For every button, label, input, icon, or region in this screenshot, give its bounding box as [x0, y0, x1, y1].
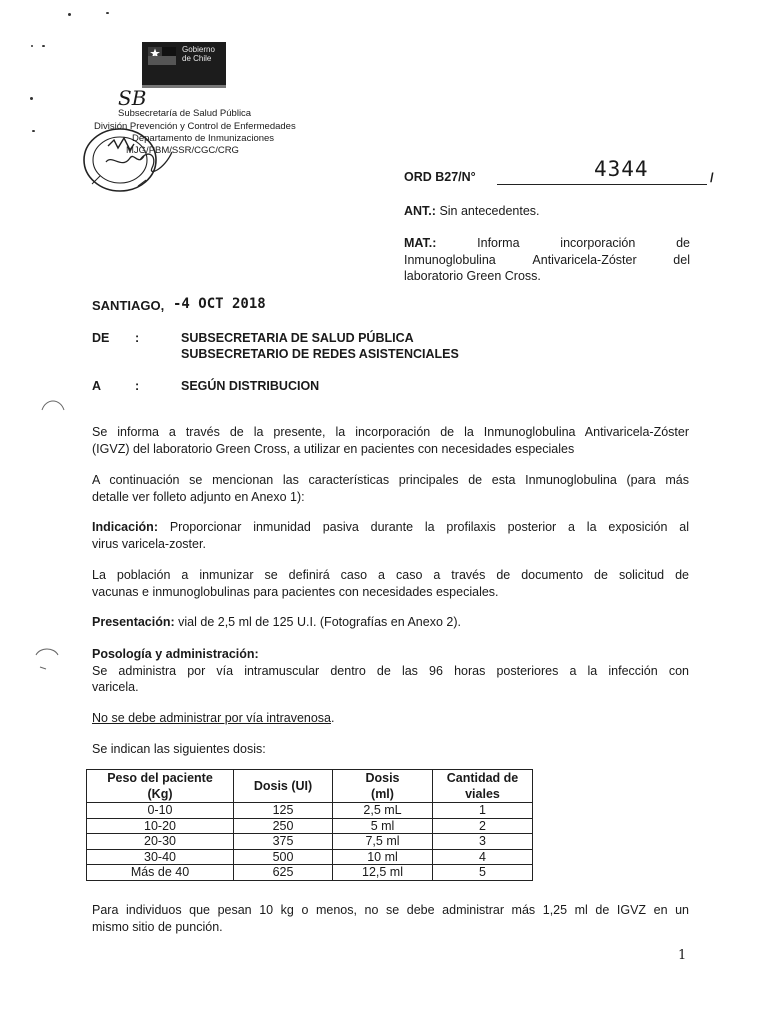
punch-hole-mark	[34, 645, 60, 671]
table-cell: 30-40	[87, 849, 234, 865]
de-colon: :	[135, 331, 140, 345]
indicacion-text: Proporcionar inmunidad pasiva durante la profilaxis posterior a la exposición al	[169, 520, 689, 534]
mat-word: Inmunoglobulina	[404, 253, 496, 267]
mat-label: MAT.:	[404, 236, 437, 250]
de-line-1: SUBSECRETARIA DE SALUD PÚBLICA	[181, 331, 414, 345]
table-cell: 12,5 ml	[333, 865, 433, 881]
mat-line-1	[404, 235, 690, 252]
header-line: Cantidad de	[446, 771, 519, 785]
ord-label: ORD B27/N°	[404, 170, 476, 184]
a-colon: :	[135, 379, 140, 393]
scan-speck	[42, 45, 45, 47]
table-row	[87, 834, 533, 850]
de-label: DE	[92, 331, 110, 345]
table-cell: 250	[234, 818, 333, 834]
table-header-cell	[234, 770, 333, 803]
ord-number: 4344	[594, 157, 649, 181]
table-header-cell	[87, 770, 234, 803]
presentacion-text: vial de 2,5 ml de 125 U.I. (Fotografías en Anexo 2).	[178, 615, 461, 629]
table-cell: 10 ml	[333, 849, 433, 865]
org-line-2: División Prevención y Control de Enfermedades	[94, 121, 296, 132]
header-line: Dosis (UI)	[253, 779, 313, 793]
scan-speck	[31, 45, 33, 47]
scan-speck	[30, 97, 33, 100]
page-number: 1	[678, 948, 687, 963]
poblacion-line-2: vacunas e inmunoglobulinas para pacientes con necesidades especiales.	[92, 584, 499, 599]
presentacion-label: Presentación:	[92, 615, 175, 629]
table-cell: 1	[433, 803, 533, 819]
table-cell: 4	[433, 849, 533, 865]
mat-word: de	[676, 236, 690, 250]
table-cell: 20-30	[87, 834, 234, 850]
ord-slash: /	[710, 170, 714, 185]
scan-speck	[68, 13, 71, 16]
table-row	[87, 865, 533, 881]
table-cell: 375	[234, 834, 333, 850]
posologia-line-2: varicela.	[92, 680, 139, 694]
table-cell: 2,5 mL	[333, 803, 433, 819]
mat-word: Informa	[477, 236, 520, 250]
dosage-table	[86, 769, 533, 881]
mat-word: Antivaricela-Zóster	[532, 253, 637, 267]
final-line-2: mismo sitio de punción.	[92, 919, 223, 934]
ant-text: Sin antecedentes.	[439, 204, 540, 218]
final-line-1: Para individuos que pesan 10 kg o menos, no se debe administrar más 1,25 ml de IGVZ en un	[92, 903, 689, 917]
official-seal-stamp	[78, 126, 176, 196]
org-line-1: Subsecretaría de Salud Pública	[118, 108, 252, 119]
poblacion-line-1: La población a inmunizar se definirá caso a caso a través de documento de solicitud de	[92, 568, 689, 582]
header-line: viales	[465, 787, 500, 801]
para1-line-1: Se informa a través de la presente, la incorporación de la Inmunoglobulina Antivaricela-Zóster	[92, 425, 689, 439]
table-cell: 10-20	[87, 818, 234, 834]
header-line: (Kg)	[147, 787, 173, 801]
warning-text: No se debe administrar por vía intravenosa	[92, 711, 332, 725]
table-cell: 2	[433, 818, 533, 834]
gobierno-de-chile-logo	[142, 42, 226, 88]
indicacion-line-1	[92, 519, 689, 536]
scan-speck	[106, 12, 109, 14]
de-line-2: SUBSECRETARIO DE REDES ASISTENCIALES	[181, 347, 459, 361]
posologia-line-1: Se administra por vía intramuscular dentro de las 96 horas posteriores a la infección con	[92, 663, 689, 678]
place-label: SANTIAGO,	[92, 298, 165, 313]
ant-line	[404, 203, 540, 220]
table-cell: Más de 40	[87, 865, 234, 881]
ant-label: ANT.:	[404, 204, 436, 218]
para1-line-2: (IGVZ) del laboratorio Green Cross, a utilizar en pacientes con necesidades especiales	[92, 441, 575, 456]
punch-hole-mark	[40, 396, 66, 418]
warning-period: .	[331, 711, 335, 725]
table-header-cell	[333, 770, 433, 803]
table-cell: 3	[433, 834, 533, 850]
chile-star-icon	[148, 47, 176, 65]
table-cell: 625	[234, 865, 333, 881]
handwritten-mark: SB	[118, 86, 147, 110]
indicacion-label: Indicación:	[92, 520, 158, 534]
header-line: Dosis	[365, 771, 400, 785]
posologia-heading: Posología y administración:	[92, 647, 259, 661]
ord-number-underline	[497, 184, 707, 185]
logo-text-line2: de Chile	[182, 54, 212, 63]
para2-line-1: A continuación se mencionan las características principales de esta Inmunoglobulina (para más	[92, 473, 689, 487]
logo-text-line1: Gobierno	[182, 45, 215, 54]
logo-bar	[142, 85, 226, 88]
table-row	[87, 849, 533, 865]
table-cell: 125	[234, 803, 333, 819]
table-row	[87, 818, 533, 834]
a-label: A	[92, 379, 102, 393]
para2-line-2: detalle ver folleto adjunto en Anexo 1):	[92, 489, 305, 504]
table-cell: 5	[433, 865, 533, 881]
mat-word: incorporación	[560, 236, 636, 250]
table-header-row	[87, 770, 533, 803]
table-cell: 5 ml	[333, 818, 433, 834]
mat-line-3: laboratorio Green Cross.	[404, 269, 541, 283]
warning-line	[92, 710, 335, 727]
mat-line-2	[404, 252, 690, 269]
a-text: SEGÚN DISTRIBUCION	[181, 379, 320, 393]
scan-speck	[32, 130, 35, 132]
table-header-cell	[433, 770, 533, 803]
header-line: Peso del paciente	[107, 771, 213, 785]
table-cell: 500	[234, 849, 333, 865]
org-line-3: Departamento de Inmunizaciones	[132, 133, 275, 144]
table-cell: 0-10	[87, 803, 234, 819]
org-line-4: MJG/PBM/SSR/CGC/CRG	[126, 145, 239, 156]
date-stamp: -4 OCT 2018	[173, 296, 266, 312]
table-cell: 7,5 ml	[333, 834, 433, 850]
table-row	[87, 803, 533, 819]
dosis-intro: Se indican las siguientes dosis:	[92, 742, 266, 756]
indicacion-line-2: virus varicela-zoster.	[92, 536, 206, 551]
presentacion-line	[92, 614, 461, 631]
mat-word: del	[673, 253, 690, 267]
header-line: (ml)	[371, 787, 394, 801]
